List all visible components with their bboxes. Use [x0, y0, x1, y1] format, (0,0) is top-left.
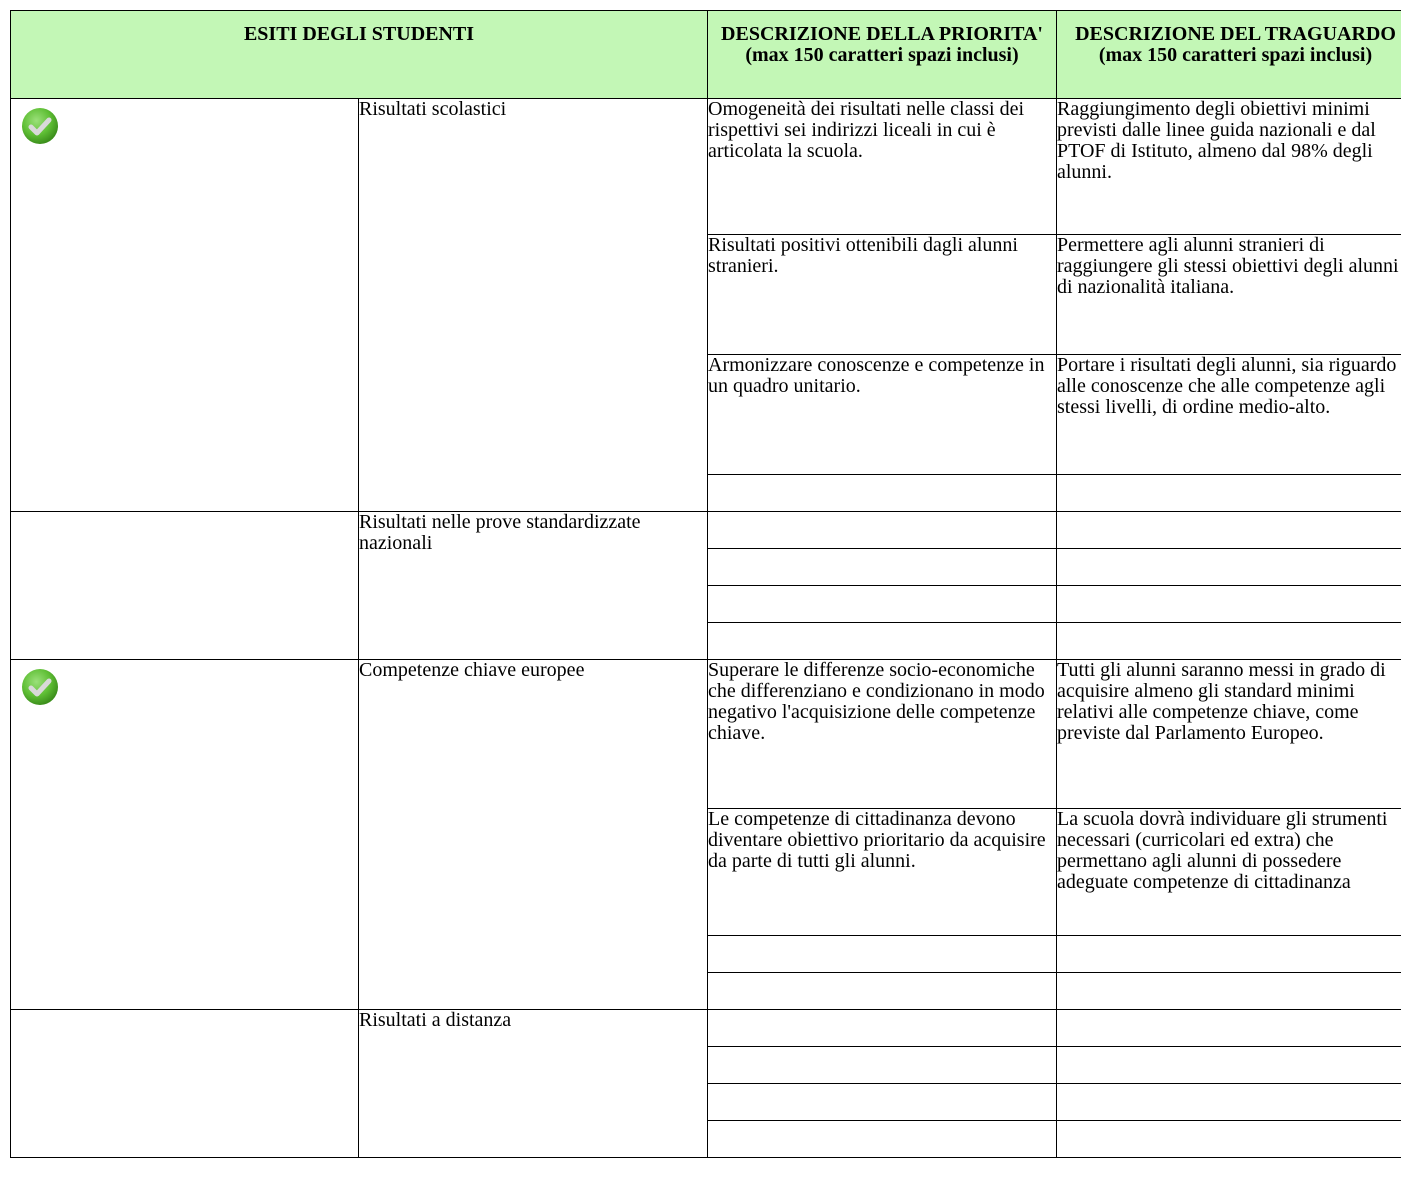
priorita-cell[interactable]: Armonizzare conoscenze e competenze in un quadro unitario. — [708, 355, 1057, 475]
section-selection-cell[interactable] — [11, 1010, 359, 1158]
traguardo-cell[interactable] — [1057, 475, 1401, 512]
section-selection-cell[interactable] — [11, 660, 359, 1010]
traguardo-cell[interactable]: Portare i risultati degli alunni, sia riguardo alle conoscenze che alle competenze agli stessi livelli, di ordine medio-alto. — [1057, 355, 1401, 475]
traguardo-cell[interactable]: La scuola dovrà individuare gli strumenti necessari (curricolari ed extra) che permettano agli alunni di possedere adeguate competenze di cittadinanza — [1057, 809, 1401, 936]
area-label: Risultati scolastici — [359, 99, 708, 512]
priorita-cell[interactable] — [708, 1121, 1057, 1158]
traguardo-cell[interactable] — [1057, 623, 1401, 660]
section-competenze-chiave — [11, 660, 1401, 1010]
priorita-cell[interactable] — [708, 475, 1057, 512]
priorita-cell[interactable] — [708, 1010, 1057, 1047]
section-row — [11, 1010, 1401, 1047]
header-priorita: DESCRIZIONE DELLA PRIORITA' (max 150 caratteri spazi inclusi) — [708, 11, 1057, 99]
traguardo-cell[interactable] — [1057, 1084, 1401, 1121]
traguardo-cell[interactable]: Tutti gli alunni saranno messi in grado di acquisire almeno gli standard minimi relativi alle competenze chiave, come previste dal Parlamento Europeo. — [1057, 660, 1401, 809]
section-selection-cell[interactable] — [11, 512, 359, 660]
traguardo-cell[interactable] — [1057, 973, 1401, 1010]
traguardo-cell[interactable] — [1057, 512, 1401, 549]
priorita-cell[interactable] — [708, 1084, 1057, 1121]
esiti-table — [10, 10, 1401, 1158]
section-row — [11, 99, 1401, 235]
priorita-cell[interactable]: Risultati positivi ottenibili dagli alunni stranieri. — [708, 235, 1057, 355]
traguardo-cell[interactable]: Raggiungimento degli obiettivi minimi previsti dalle linee guida nazionali e dal PTOF di Istituto, almeno dal 98% degli alunni. — [1057, 99, 1401, 235]
traguardo-cell[interactable] — [1057, 1121, 1401, 1158]
area-label: Competenze chiave europee — [359, 660, 708, 1010]
priorita-cell[interactable] — [708, 1047, 1057, 1084]
priorita-cell[interactable]: Superare le differenze socio-economiche che differenziano e condizionano in modo negativo l'acquisizione delle competenze chiave. — [708, 660, 1057, 809]
traguardo-cell[interactable] — [1057, 1010, 1401, 1047]
priorita-cell[interactable] — [708, 512, 1057, 549]
section-row — [11, 660, 1401, 809]
traguardo-cell[interactable] — [1057, 1047, 1401, 1084]
traguardo-cell[interactable] — [1057, 549, 1401, 586]
priorita-cell[interactable]: Omogeneità dei risultati nelle classi dei rispettivi sei indirizzi liceali in cui è articolata la scuola. — [708, 99, 1057, 235]
section-prove-standardizzate — [11, 512, 1401, 660]
traguardo-cell[interactable] — [1057, 586, 1401, 623]
priorita-cell[interactable] — [708, 586, 1057, 623]
section-row — [11, 512, 1401, 549]
header-traguardo: DESCRIZIONE DEL TRAGUARDO (max 150 caratteri spazi inclusi) — [1057, 11, 1401, 99]
traguardo-cell[interactable]: Permettere agli alunni stranieri di raggiungere gli stessi obiettivi degli alunni di nazionalità italiana. — [1057, 235, 1401, 355]
header-esiti: ESITI DEGLI STUDENTI — [11, 11, 708, 99]
area-label: Risultati a distanza — [359, 1010, 708, 1158]
priorita-cell[interactable] — [708, 549, 1057, 586]
header-row — [11, 11, 1401, 99]
priorita-cell[interactable]: Le competenze di cittadinanza devono diventare obiettivo prioritario da acquisire da parte di tutti gli alunni. — [708, 809, 1057, 936]
priorita-cell[interactable] — [708, 973, 1057, 1010]
check-circle-icon[interactable] — [21, 668, 59, 706]
section-selection-cell[interactable] — [11, 99, 359, 512]
priorita-cell[interactable] — [708, 936, 1057, 973]
area-label: Risultati nelle prove standardizzate nazionali — [359, 512, 708, 660]
priorita-cell[interactable] — [708, 623, 1057, 660]
section-risultati-a-distanza — [11, 1010, 1401, 1158]
traguardo-cell[interactable] — [1057, 936, 1401, 973]
check-circle-icon[interactable] — [21, 107, 59, 145]
section-risultati-scolastici — [11, 99, 1401, 512]
